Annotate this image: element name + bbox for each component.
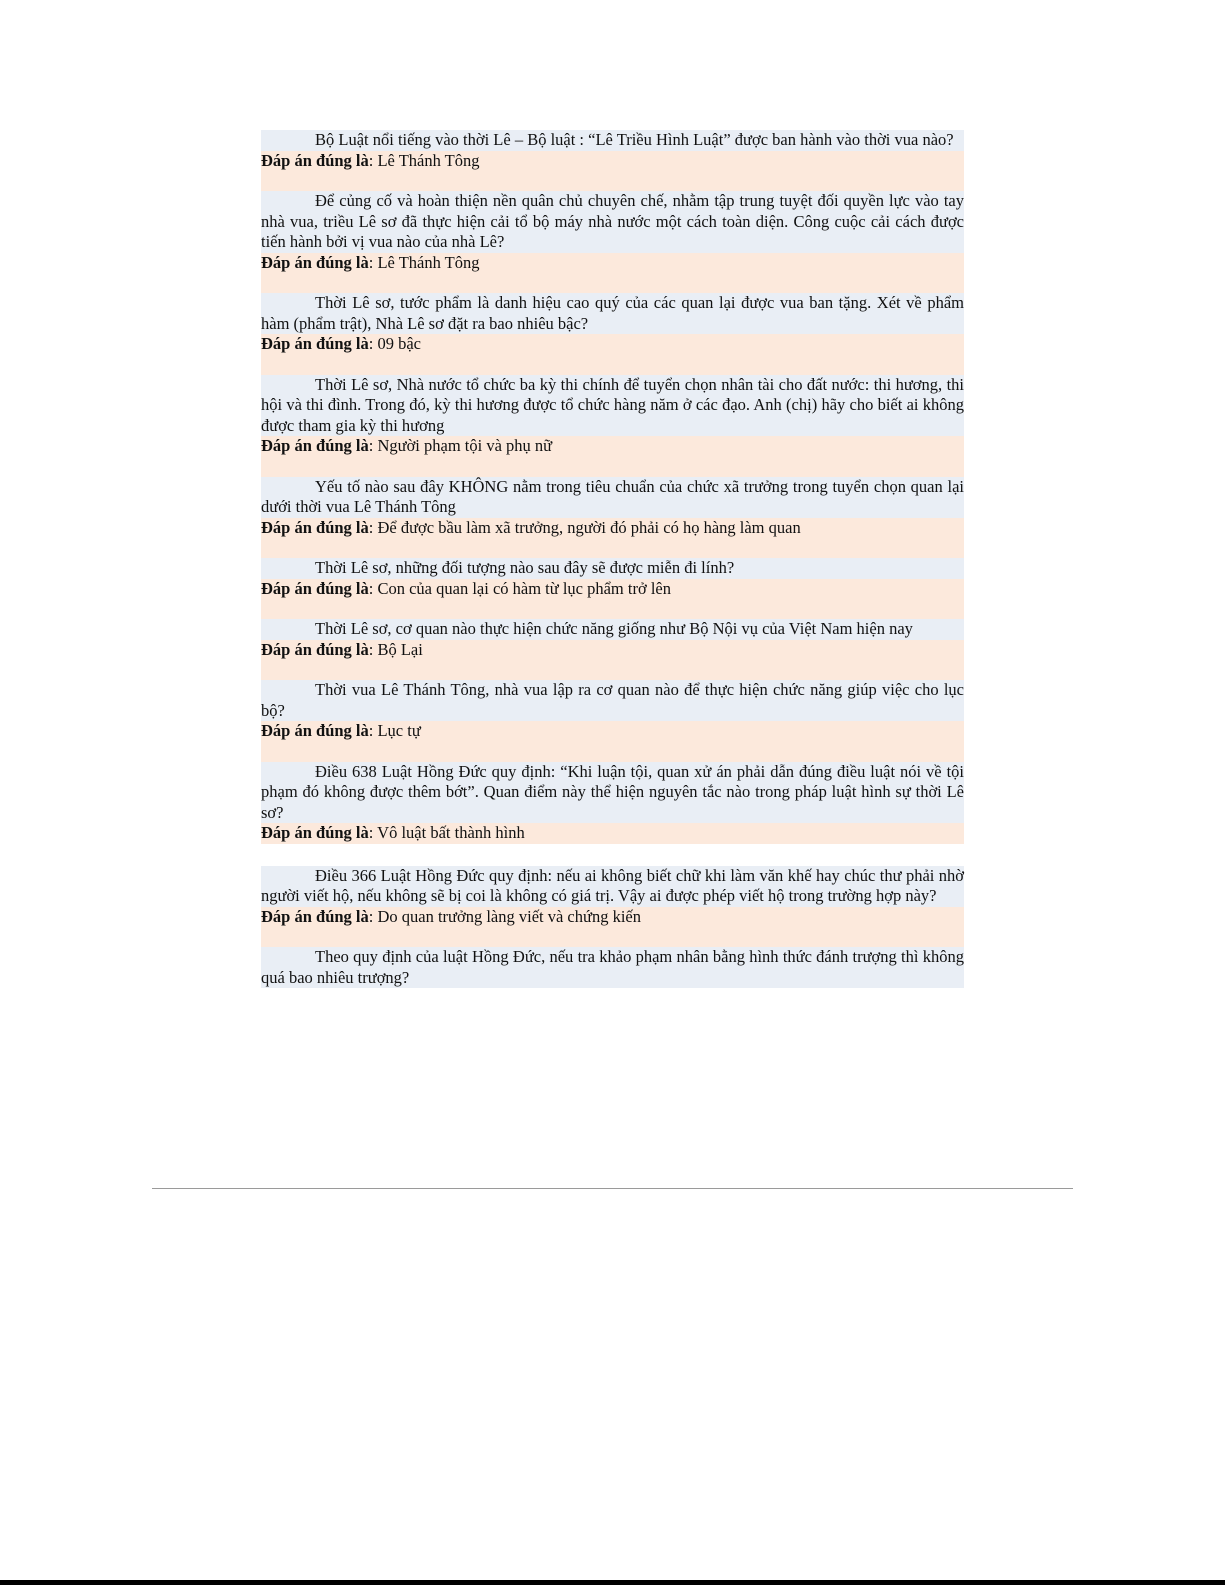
- qa-item-7: [261, 619, 964, 680]
- answer-highlight-tail: [261, 457, 964, 477]
- answer-line: [261, 823, 964, 844]
- section-gap: [261, 844, 964, 866]
- qa-item-9: [261, 762, 964, 866]
- answer-label: Đáp án đúng là: [261, 436, 369, 455]
- answer-highlight-tail: [261, 660, 964, 680]
- answer-line: [261, 721, 964, 742]
- bottom-edge-bar: [0, 1580, 1225, 1585]
- page-break-divider: [152, 1188, 1073, 1189]
- answer-line: [261, 579, 964, 600]
- answer-line: [261, 436, 964, 457]
- answer-line: [261, 640, 964, 661]
- answer-line: [261, 334, 964, 355]
- answer-label: Đáp án đúng là: [261, 150, 369, 170]
- answer-line: [261, 518, 964, 539]
- answer-line: [261, 907, 964, 928]
- question-text: Thời Lê sơ, Nhà nước tổ chức ba kỳ thi chính để tuyển chọn nhân tài cho đất nước: thi hương, thi hội và thi đình. Trong đó, kỳ thi hương được tổ chức hàng năm ở các đạo. Anh (chị) hãy cho biết ai không được tham gia kỳ thi hương: [261, 374, 964, 435]
- answer-line: [261, 253, 964, 274]
- answer-text: : Lê Thánh Tông: [368, 150, 480, 170]
- answer-text: : Bộ Lại: [368, 639, 423, 659]
- answer-label: Đáp án đúng là: [261, 578, 369, 598]
- answer-text: : Do quan trưởng làng viết và chứng kiến: [368, 906, 641, 926]
- answer-text: : 09 bậc: [368, 334, 421, 353]
- question-text: Bộ Luật nổi tiếng vào thời Lê – Bộ luật : “Lê Triều Hình Luật” được ban hành vào thời vua nào?: [261, 130, 964, 151]
- answer-label: Đáp án đúng là: [261, 517, 369, 537]
- qa-item-6: [261, 558, 964, 619]
- answer-highlight-tail: [261, 927, 964, 947]
- answer-text: : Con của quan lại có hàm từ lục phẩm trở lên: [368, 578, 671, 598]
- qa-item-10: [261, 866, 964, 948]
- question-text: Để củng cố và hoàn thiện nền quân chủ chuyên chế, nhằm tập trung tuyệt đối quyền lực vào tay nhà vua, triều Lê sơ đã thực hiện cải tổ bộ máy nhà nước một cách toàn diện. Công cuộc cải cách được tiến hành bởi vị vua nào của nhà Lê?: [261, 191, 964, 251]
- qa-item-11: [261, 947, 964, 988]
- question-text: Theo quy định của luật Hồng Đức, nếu tra khảo phạm nhân bằng hình thức đánh trượng thì không quá bao nhiêu trượng?: [261, 947, 964, 987]
- question-text: Thời Lê sơ, cơ quan nào thực hiện chức năng giống như Bộ Nội vụ của Việt Nam hiện nay: [261, 619, 964, 640]
- answer-label: Đáp án đúng là: [261, 823, 369, 842]
- qa-item-4: [261, 375, 964, 477]
- qa-item-1: [261, 130, 964, 191]
- answer-label: Đáp án đúng là: [261, 639, 369, 659]
- answer-text: : Vô luật bất thành hình: [368, 823, 525, 842]
- question-text: Thời Lê sơ, tước phẩm là danh hiệu cao quý của các quan lại được vua ban tặng. Xét về phẩm hàm (phẩm trật), Nhà Lê sơ đặt ra bao nhiêu bậc?: [261, 293, 964, 333]
- answer-label: Đáp án đúng là: [261, 721, 369, 740]
- qa-item-2: [261, 191, 964, 293]
- answer-text: : Người phạm tội và phụ nữ: [368, 436, 553, 455]
- qa-item-3: [261, 293, 964, 375]
- question-text: Điều 366 Luật Hồng Đức quy định: nếu ai không biết chữ khi làm văn khế hay chúc thư phải nhờ người viết hộ, nếu không sẽ bị coi là không có giá trị. Vậy ai được phép viết hộ trong trường hợp này?: [261, 865, 964, 905]
- answer-highlight-tail: [261, 355, 964, 375]
- answer-text: : Lê Thánh Tông: [368, 252, 480, 272]
- answer-label: Đáp án đúng là: [261, 906, 369, 926]
- answer-highlight-tail: [261, 599, 964, 619]
- question-text: Yếu tố nào sau đây KHÔNG nằm trong tiêu chuẩn của chức xã trưởng trong tuyển chọn quan lại dưới thời vua Lê Thánh Tông: [261, 476, 964, 516]
- qa-item-8: [261, 680, 964, 762]
- question-text: Thời vua Lê Thánh Tông, nhà vua lập ra cơ quan nào để thực hiện chức năng giúp việc cho lục bộ?: [261, 680, 964, 720]
- answer-label: Đáp án đúng là: [261, 334, 369, 353]
- answer-highlight-tail: [261, 273, 964, 293]
- answer-highlight-tail: [261, 742, 964, 762]
- answer-highlight-tail: [261, 171, 964, 191]
- answer-highlight-tail: [261, 538, 964, 558]
- answer-text: : Để được bầu làm xã trưởng, người đó phải có họ hàng làm quan: [368, 517, 801, 537]
- question-text: Thời Lê sơ, những đối tượng nào sau đây sẽ được miễn đi lính?: [261, 558, 964, 579]
- answer-label: Đáp án đúng là: [261, 252, 369, 272]
- answer-line: [261, 151, 964, 172]
- question-text: Điều 638 Luật Hồng Đức quy định: “Khi luận tội, quan xử án phải dẫn đúng điều luật nói về tội phạm đó không được thêm bớt”. Quan điểm này thể hiện nguyên tắc nào trong pháp luật hình sự thời Lê sơ?: [261, 761, 964, 822]
- qa-item-5: [261, 477, 964, 559]
- question-answer-list: [261, 130, 964, 988]
- answer-text: : Lục tự: [368, 721, 421, 740]
